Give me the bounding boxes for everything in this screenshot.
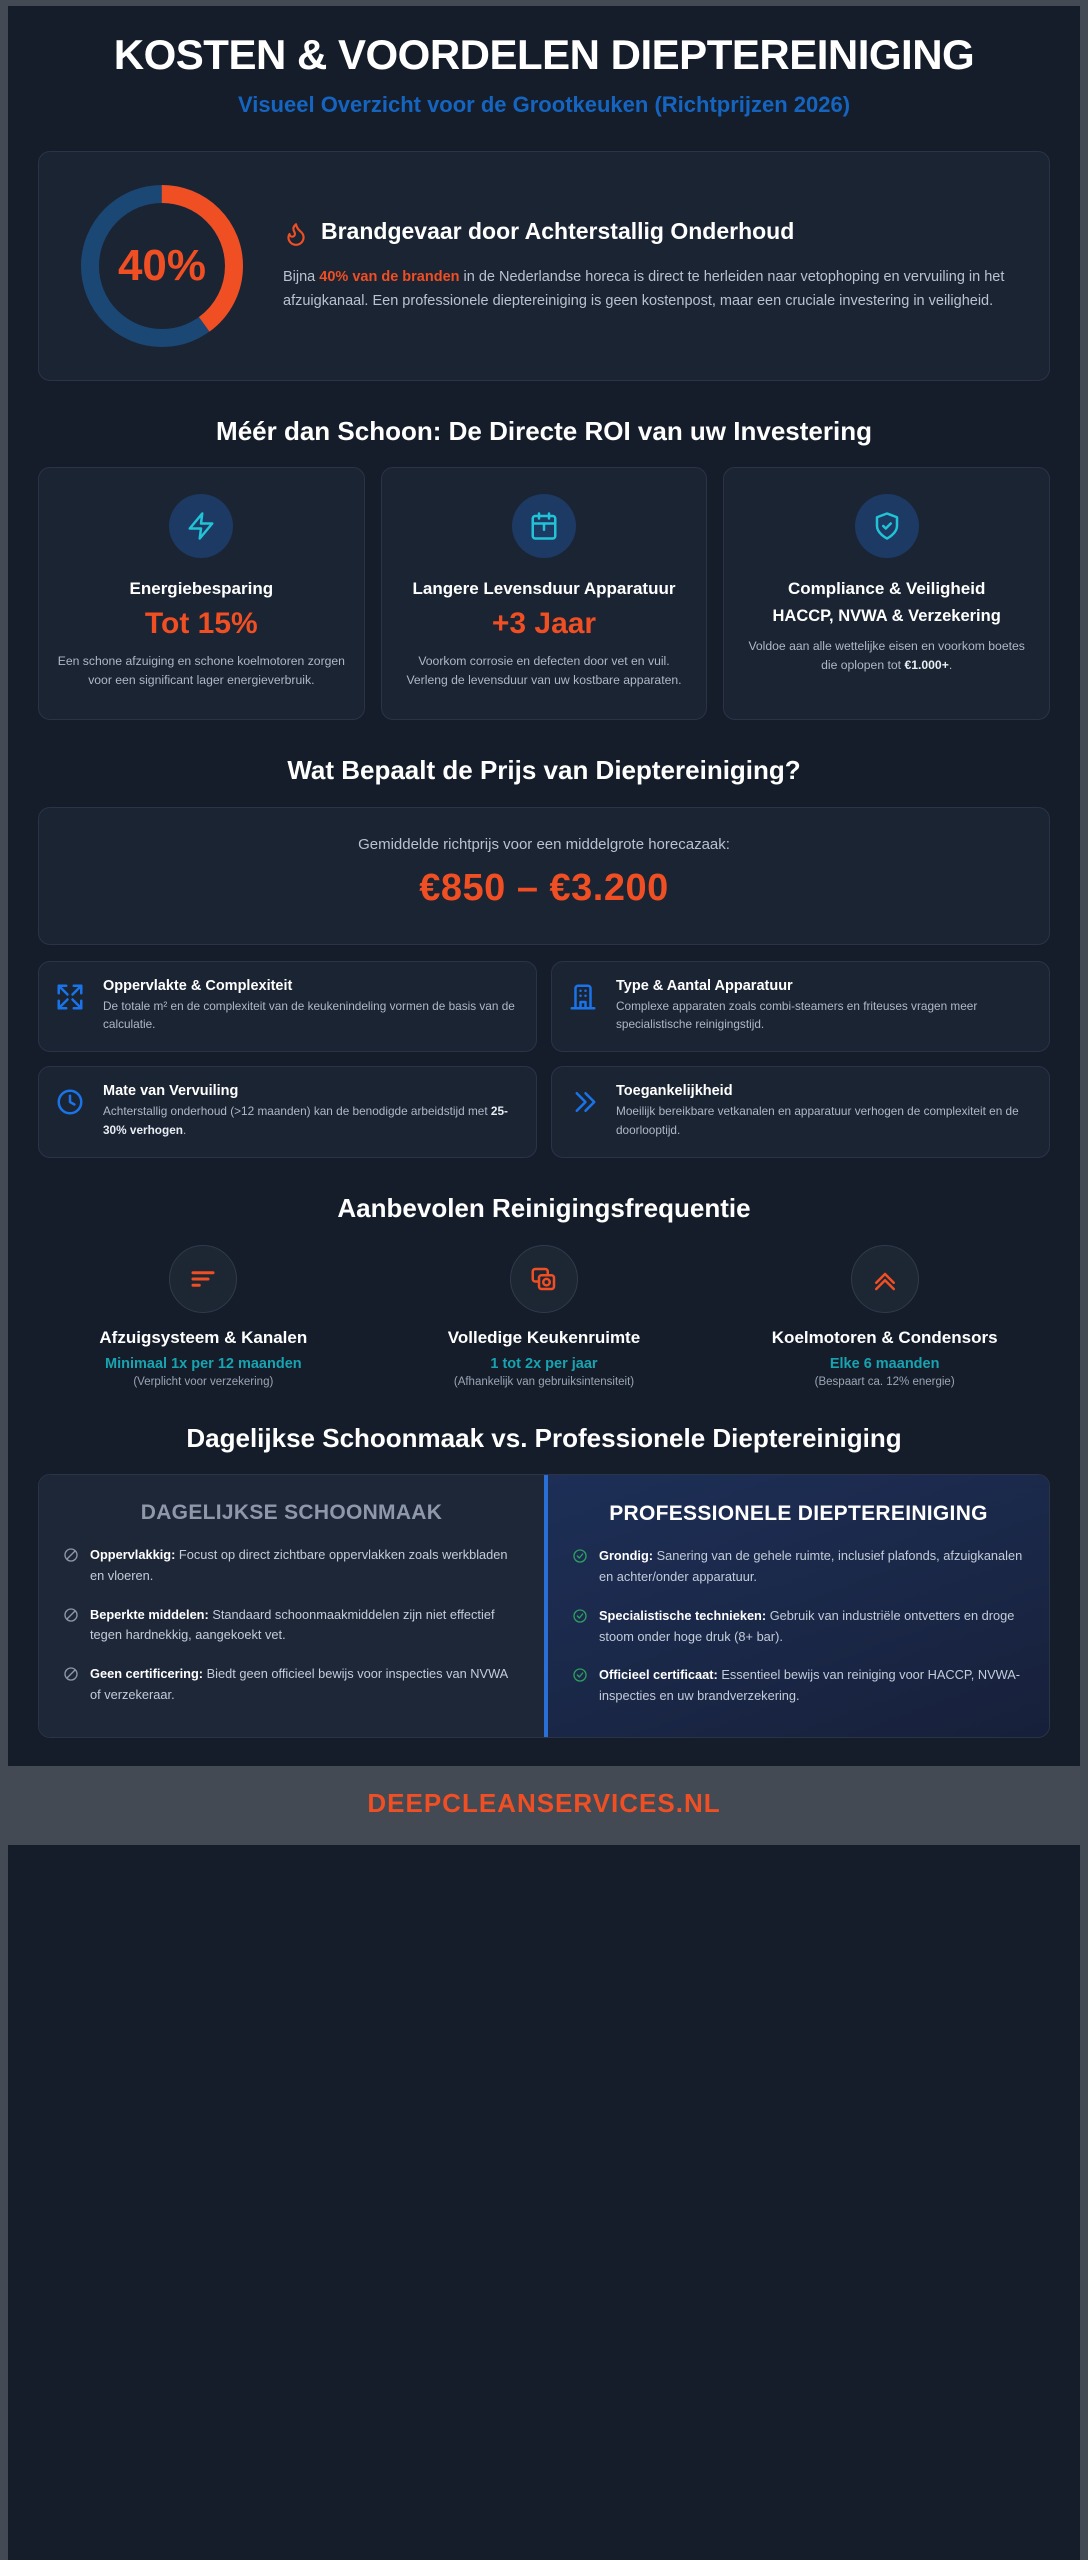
roi-card-energiebesparing [38,467,365,720]
factor-title: Toegankelijkheid [616,1083,733,1100]
comparison-item-body: Biedt geen officieel bewijs voor inspecties van NVWA of verzekeraar. [90,1666,508,1702]
roi-heading: Méér dan Schoon: De Directe ROI van uw Investering [216,415,872,446]
factor-title: Mate van Vervuiling [103,1083,239,1100]
frequency-main: 1 tot 2x per jaar [490,1355,598,1372]
shield-check-icon [855,494,919,558]
comparison-heading: Dagelijkse Schoonmaak vs. Professionele Dieptereiniging [186,1422,902,1453]
brand-name: DEEPCLEANSERVICES.NL [367,1787,721,1818]
frequency-note: (Verplicht voor verzekering) [133,1375,274,1388]
building-icon [568,982,602,1017]
factor-card-apparatuur [551,961,1050,1053]
factor-body-prefix: Achterstallig onderhoud (>12 maanden) kan de benodigde arbeidstijd met [103,1104,491,1119]
donut-center-label: 40% [117,240,207,290]
factor-body: De totale m² en de complexiteit van de keukenindeling vormen de basis van de calculatie. [103,998,515,1032]
price-factor-grid [38,961,1050,1158]
ban-icon [63,1666,79,1687]
fire-hazard-body [283,266,1015,313]
factor-body-suffix: . [183,1122,187,1137]
comparison-item-label: Officieel certificaat: [599,1667,718,1683]
hazard-body-highlight: 40% van de branden [319,269,460,286]
comparison-item-text [599,1665,1025,1706]
hazard-body-suffix: in de Nederlandse horeca is direct te herleiden naar vetophoping en vervuiling in het afzuigkanaal. Een professionele dieptereiniging is geen kostenpost, maar een cruciale investering in veiligheid. [283,269,1005,309]
check-circle-icon [572,1667,588,1688]
comparison-item-body: Focust op direct zichtbare oppervlakken zoals werkbladen en vloeren. [90,1547,508,1584]
factor-body-bold: 25-30% verhogen [103,1104,508,1137]
roi-card-grid [38,467,1050,720]
ban-icon [63,1607,79,1628]
comparison-item-text [90,1605,520,1646]
roi-card-compliance [723,467,1050,720]
comparison-column-daily [39,1475,544,1737]
roi-card-metric: +3 Jaar [491,606,597,640]
page-footer [8,1766,1080,1845]
roi-body-prefix: Voldoe aan alle wettelijke eisen en voorkom boetes die oplopen tot [748,639,1025,672]
check-circle-icon [572,1608,588,1629]
page-subtitle: Visueel Overzicht voor de Grootkeuken (Richtprijzen 2026) [237,92,851,118]
frequency-note: (Afhankelijk van gebruiksintensiteit) [453,1375,635,1388]
page-title: KOSTEN & VOORDELEN DIEPTEREINIGING [113,31,975,78]
fire-hazard-panel [38,151,1050,381]
roi-body-bold: €1.000+ [904,657,949,672]
frequency-note: (Bespaart ca. 12% energie) [814,1375,955,1388]
align-left-icon [169,1245,237,1313]
comparison-item-label: Grondig: [599,1548,654,1564]
frequency-title: Volledige Keukenruimte [447,1327,641,1347]
factor-card-oppervlakte [38,961,537,1053]
frequency-title: Koelmotoren & Condensors [771,1327,998,1347]
factor-title: Oppervlakte & Complexiteit [103,977,293,994]
ban-icon [63,1547,79,1568]
camera-stack-icon [510,1245,578,1313]
comparison-daily-title: DAGELIJKSE SCHOONMAAK [140,1501,443,1525]
chevrons-up-icon [851,1245,919,1313]
price-box [38,807,1050,945]
frequency-grid [38,1245,1050,1388]
comparison-item-body: Sanering van de gehele ruimte, inclusief plafonds, afzuigkanalen en achter/onder apparatuur. [599,1548,1023,1585]
comparison-table [38,1474,1050,1738]
fire-hazard-title: Brandgevaar door Achterstallig Onderhoud [321,218,795,245]
comparison-item-body: Gebruik van industriële ontvetters en droge stoom onder hoge druk (8+ bar). [599,1607,1015,1644]
factor-body: Moeilijk bereikbare vetkanalen en apparatuur verhogen de complexiteit en de doorlooptijd. [616,1104,1019,1137]
roi-body-suffix: . [948,657,953,672]
expand-arrows-icon [55,982,89,1017]
hazard-body-prefix: Bijna [283,269,320,286]
roi-card-metric: Tot 15% [144,606,258,640]
factor-card-vervuiling [38,1066,537,1158]
frequency-main: Elke 6 maanden [829,1355,940,1372]
roi-card-levensduur [381,467,708,720]
roi-card-body [742,637,1031,675]
comparison-item-body: Standaard schoonmaakmiddelen zijn niet effectief tegen hardnekkig, aangekoekt vet. [90,1606,495,1643]
list-item [63,1605,520,1646]
comparison-item-label: Specialistische technieken: [599,1607,767,1623]
factor-title: Type & Aantal Apparatuur [616,977,793,994]
comparison-item-label: Geen certificering: [90,1666,204,1682]
roi-card-body: Een schone afzuiging en schone koelmotoren zorgen voor een significant lager energieverbruik. [57,653,345,687]
clock-icon [55,1087,89,1122]
roi-card-subtitle: HACCP, NVWA & Verzekering [772,606,1001,625]
comparison-item-label: Beperkte middelen: [90,1606,209,1622]
factor-body: Complexe apparaten zoals combi-steamers en friteuses vragen meer specialistische reinigingstijd. [616,998,978,1032]
list-item [63,1545,520,1586]
list-item [572,1606,1025,1647]
donut-chart [67,178,257,354]
roi-card-title: Compliance & Veiligheid [787,579,986,599]
lightning-bolt-icon [169,494,233,558]
comparison-item-text [599,1546,1025,1587]
frequency-item-afzuigsysteem [38,1245,369,1388]
frequency-item-koelmotoren [719,1245,1050,1388]
comparison-item-body: Essentieel bewijs van reiniging voor HACCP, NVWA-inspecties en uw brandverzekering. [599,1667,1021,1704]
roi-card-body: Voorkom corrosie en defecten door vet en vuil. Verleng de levensduur van uw kostbare apparaten. [406,653,682,687]
page-header [8,6,1080,133]
price-value: €850 – €3.200 [419,866,669,909]
list-item [63,1664,520,1705]
chevrons-right-icon [568,1087,602,1122]
flame-icon [283,221,309,252]
comparison-column-professional [544,1475,1049,1737]
frequency-heading: Aanbevolen Reinigingsfrequentie [337,1193,751,1224]
frequency-item-keukenruimte [379,1245,710,1388]
frequency-title: Afzuigsysteem & Kanalen [99,1327,308,1347]
comparison-item-text [90,1545,520,1586]
factor-body [103,1102,520,1139]
price-label: Gemiddelde richtprijs voor een middelgrote horecazaak: [358,835,730,853]
roi-card-title: Energiebesparing [129,579,274,599]
check-circle-icon [572,1548,588,1569]
comparison-item-text [90,1664,520,1705]
calendar-icon [512,494,576,558]
list-item [572,1665,1025,1706]
comparison-item-text [599,1606,1025,1647]
factor-card-toegankelijkheid [551,1066,1050,1158]
roi-card-title: Langere Levensduur Apparatuur [412,579,676,599]
list-item [572,1546,1025,1587]
comparison-item-label: Oppervlakkig: [90,1547,176,1563]
frequency-main: Minimaal 1x per 12 maanden [105,1355,302,1372]
comparison-pro-title: PROFESSIONELE DIEPTEREINIGING [609,1502,988,1526]
price-heading: Wat Bepaalt de Prijs van Dieptereiniging? [287,755,801,786]
